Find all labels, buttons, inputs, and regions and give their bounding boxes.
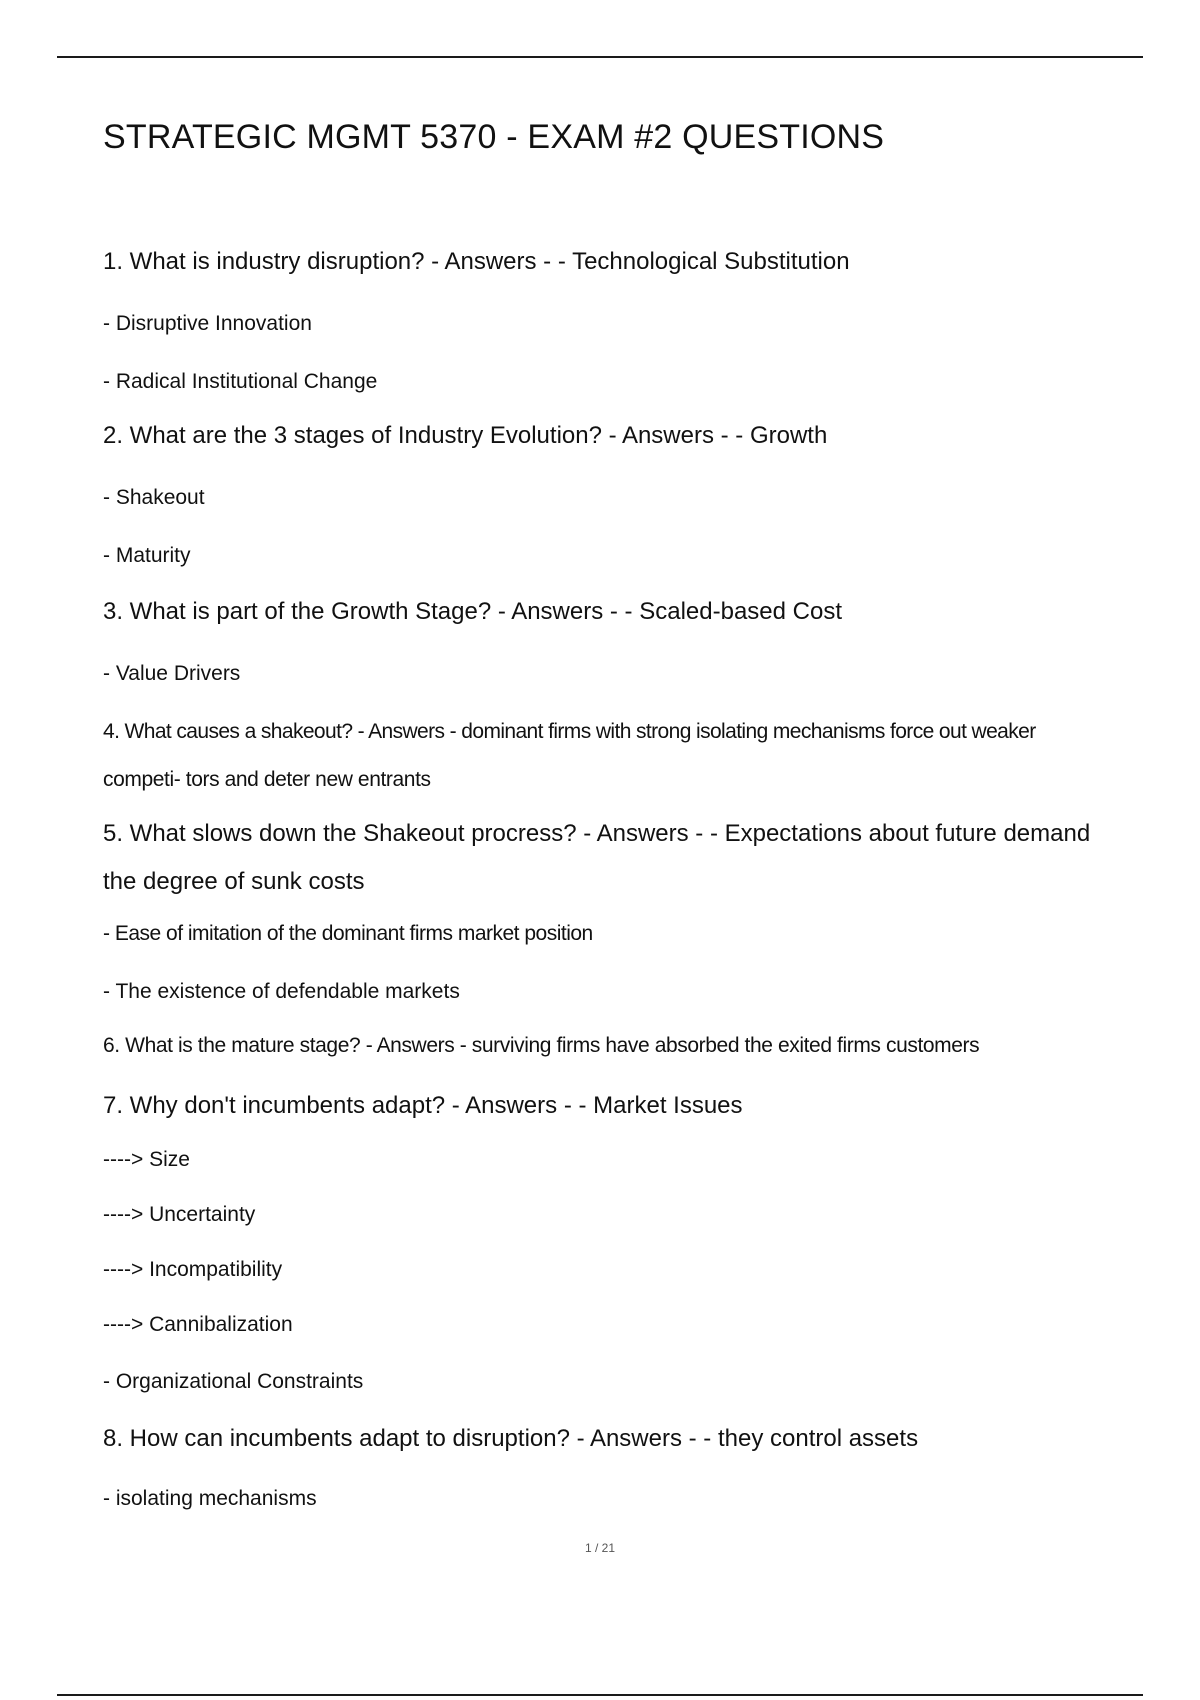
answer-line: - isolating mechanisms xyxy=(103,1487,317,1510)
answer-line: - The existence of defendable markets xyxy=(103,980,460,1003)
answer-line: ----> Uncertainty xyxy=(103,1203,256,1226)
answer-line: - Maturity xyxy=(103,544,191,567)
question-5: 5. What slows down the Shakeout procress? - Answers - - Expectations about future demand xyxy=(103,820,1091,847)
question-7: 7. Why don't incumbents adapt? - Answers - - Market Issues xyxy=(103,1092,743,1119)
answer-line: competi- tors and deter new entrants xyxy=(103,768,431,791)
question-2: 2. What are the 3 stages of Industry Evolution? - Answers - - Growth xyxy=(103,422,828,449)
top-rule xyxy=(57,56,1143,58)
answer-line: - Ease of imitation of the dominant firms market position xyxy=(103,922,593,945)
page-number: 1 / 21 xyxy=(584,1541,616,1555)
answer-line: ----> Cannibalization xyxy=(103,1313,293,1336)
question-4: 4. What causes a shakeout? - Answers - dominant firms with strong isolating mechanisms force out weaker xyxy=(103,720,1036,743)
question-3: 3. What is part of the Growth Stage? - Answers - - Scaled-based Cost xyxy=(103,598,842,625)
question-8: 8. How can incumbents adapt to disruption? - Answers - - they control assets xyxy=(103,1425,919,1452)
document-title: STRATEGIC MGMT 5370 - EXAM #2 QUESTIONS xyxy=(103,118,885,156)
answer-line: ----> Size xyxy=(103,1148,190,1171)
answer-line: - Organizational Constraints xyxy=(103,1370,364,1393)
question-6: 6. What is the mature stage? - Answers - surviving firms have absorbed the exited firms customers xyxy=(103,1034,980,1057)
answer-line: the degree of sunk costs xyxy=(103,868,365,895)
answer-line: - Radical Institutional Change xyxy=(103,370,378,393)
answer-line: - Shakeout xyxy=(103,486,205,509)
answer-line: - Disruptive Innovation xyxy=(103,312,312,335)
answer-line: - Value Drivers xyxy=(103,662,241,685)
bottom-rule xyxy=(57,1694,1143,1696)
answer-line: ----> Incompatibility xyxy=(103,1258,283,1281)
question-1: 1. What is industry disruption? - Answers - - Technological Substitution xyxy=(103,248,850,275)
